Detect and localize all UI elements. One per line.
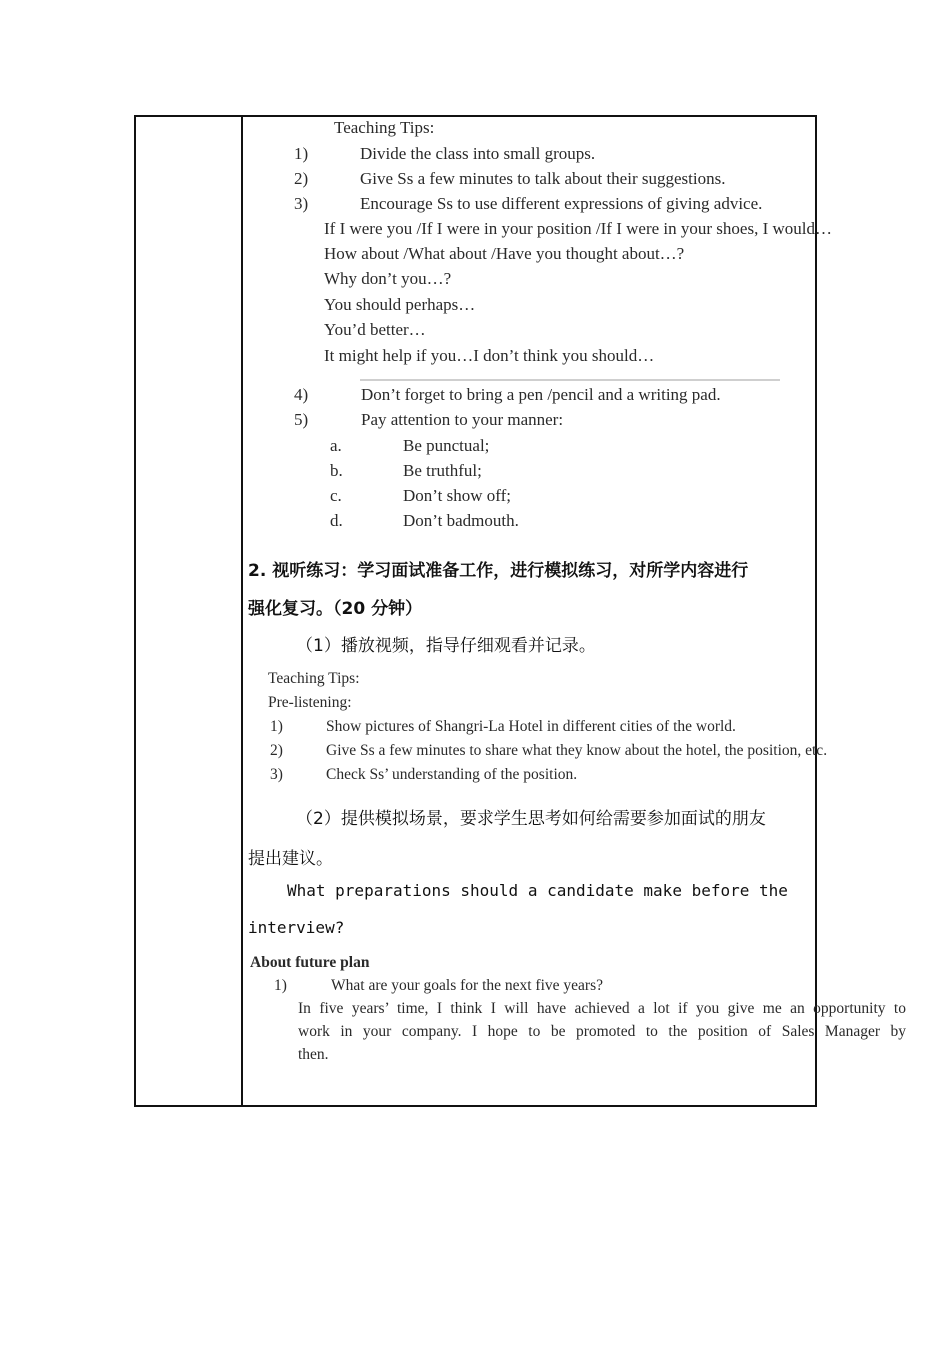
activity-step-continued: 提出建议。 bbox=[248, 849, 333, 869]
step-text: Pay attention to your manner: bbox=[361, 410, 564, 429]
sample-answer-line: In five years’ time, I think I will have achieved a lot if you give me an opportunity to bbox=[298, 1000, 906, 1017]
discussion-question-continued: interview? bbox=[248, 918, 345, 937]
manner-text: Be punctual; bbox=[403, 436, 490, 455]
step-number: 1) bbox=[294, 144, 309, 163]
teaching-tips-title: Teaching Tips: bbox=[334, 118, 435, 137]
advice-expression: Why don’t you…? bbox=[324, 269, 452, 288]
advice-expression: If I were you /If I were in your position /If I were in your shoes, I would… bbox=[324, 219, 832, 238]
manner-letter: d. bbox=[330, 511, 343, 530]
manner-text: Be truthful; bbox=[403, 461, 482, 480]
sample-answer-line: work in your company. I hope to be promoted to the position of Sales Manager by bbox=[298, 1023, 906, 1040]
step-number: 2) bbox=[294, 169, 309, 188]
manner-text: Don’t badmouth. bbox=[403, 511, 519, 530]
step-number: 2) bbox=[270, 742, 283, 759]
scan-artifact bbox=[360, 379, 780, 381]
step-number: 5) bbox=[294, 410, 309, 429]
step-text: Divide the class into small groups. bbox=[360, 144, 596, 163]
step-number: 3) bbox=[270, 766, 283, 783]
manner-letter: a. bbox=[330, 436, 342, 455]
manner-letter: c. bbox=[330, 486, 342, 505]
advice-expression: You should perhaps… bbox=[324, 295, 476, 314]
advice-expression: You’d better… bbox=[324, 320, 426, 339]
step-text: Encourage Ss to use different expressions of giving advice. bbox=[360, 194, 763, 213]
discussion-question: What preparations should a candidate make before the bbox=[287, 881, 788, 900]
step-number: 1) bbox=[270, 718, 283, 735]
future-plan-title: About future plan bbox=[250, 954, 370, 971]
step-number: 4) bbox=[294, 385, 309, 404]
column-divider bbox=[241, 117, 243, 1105]
step-number: 3) bbox=[294, 194, 309, 213]
step-text: Don’t forget to bring a pen /pencil and a writing pad. bbox=[361, 385, 721, 404]
advice-expression: How about /What about /Have you thought about…? bbox=[324, 244, 685, 263]
activity-step: （1）播放视频，指导仔细观看并记录。 bbox=[296, 636, 596, 656]
question-number: 1) bbox=[274, 977, 287, 994]
pre-listening-label: Pre-listening: bbox=[268, 694, 352, 711]
step-text: Check Ss’ understanding of the position. bbox=[326, 766, 578, 783]
interview-question: What are your goals for the next five years? bbox=[331, 977, 603, 994]
sample-answer-line: then. bbox=[298, 1046, 329, 1063]
teaching-tips-title: Teaching Tips: bbox=[268, 670, 360, 687]
section-heading-continued: 强化复习。（20 分钟） bbox=[248, 599, 423, 619]
step-text: Show pictures of Shangri-La Hotel in different cities of the world. bbox=[326, 718, 736, 735]
manner-text: Don’t show off; bbox=[403, 486, 511, 505]
manner-letter: b. bbox=[330, 461, 343, 480]
step-text: Give Ss a few minutes to share what they know about the hotel, the position, etc. bbox=[326, 742, 828, 759]
step-text: Give Ss a few minutes to talk about their suggestions. bbox=[360, 169, 726, 188]
advice-expression: It might help if you…I don’t think you should… bbox=[324, 346, 655, 365]
activity-step: （2）提供模拟场景，要求学生思考如何给需要参加面试的朋友 bbox=[296, 809, 766, 829]
section-heading: 2. 视听练习：学习面试准备工作，进行模拟练习，对所学内容进行 bbox=[248, 561, 749, 581]
